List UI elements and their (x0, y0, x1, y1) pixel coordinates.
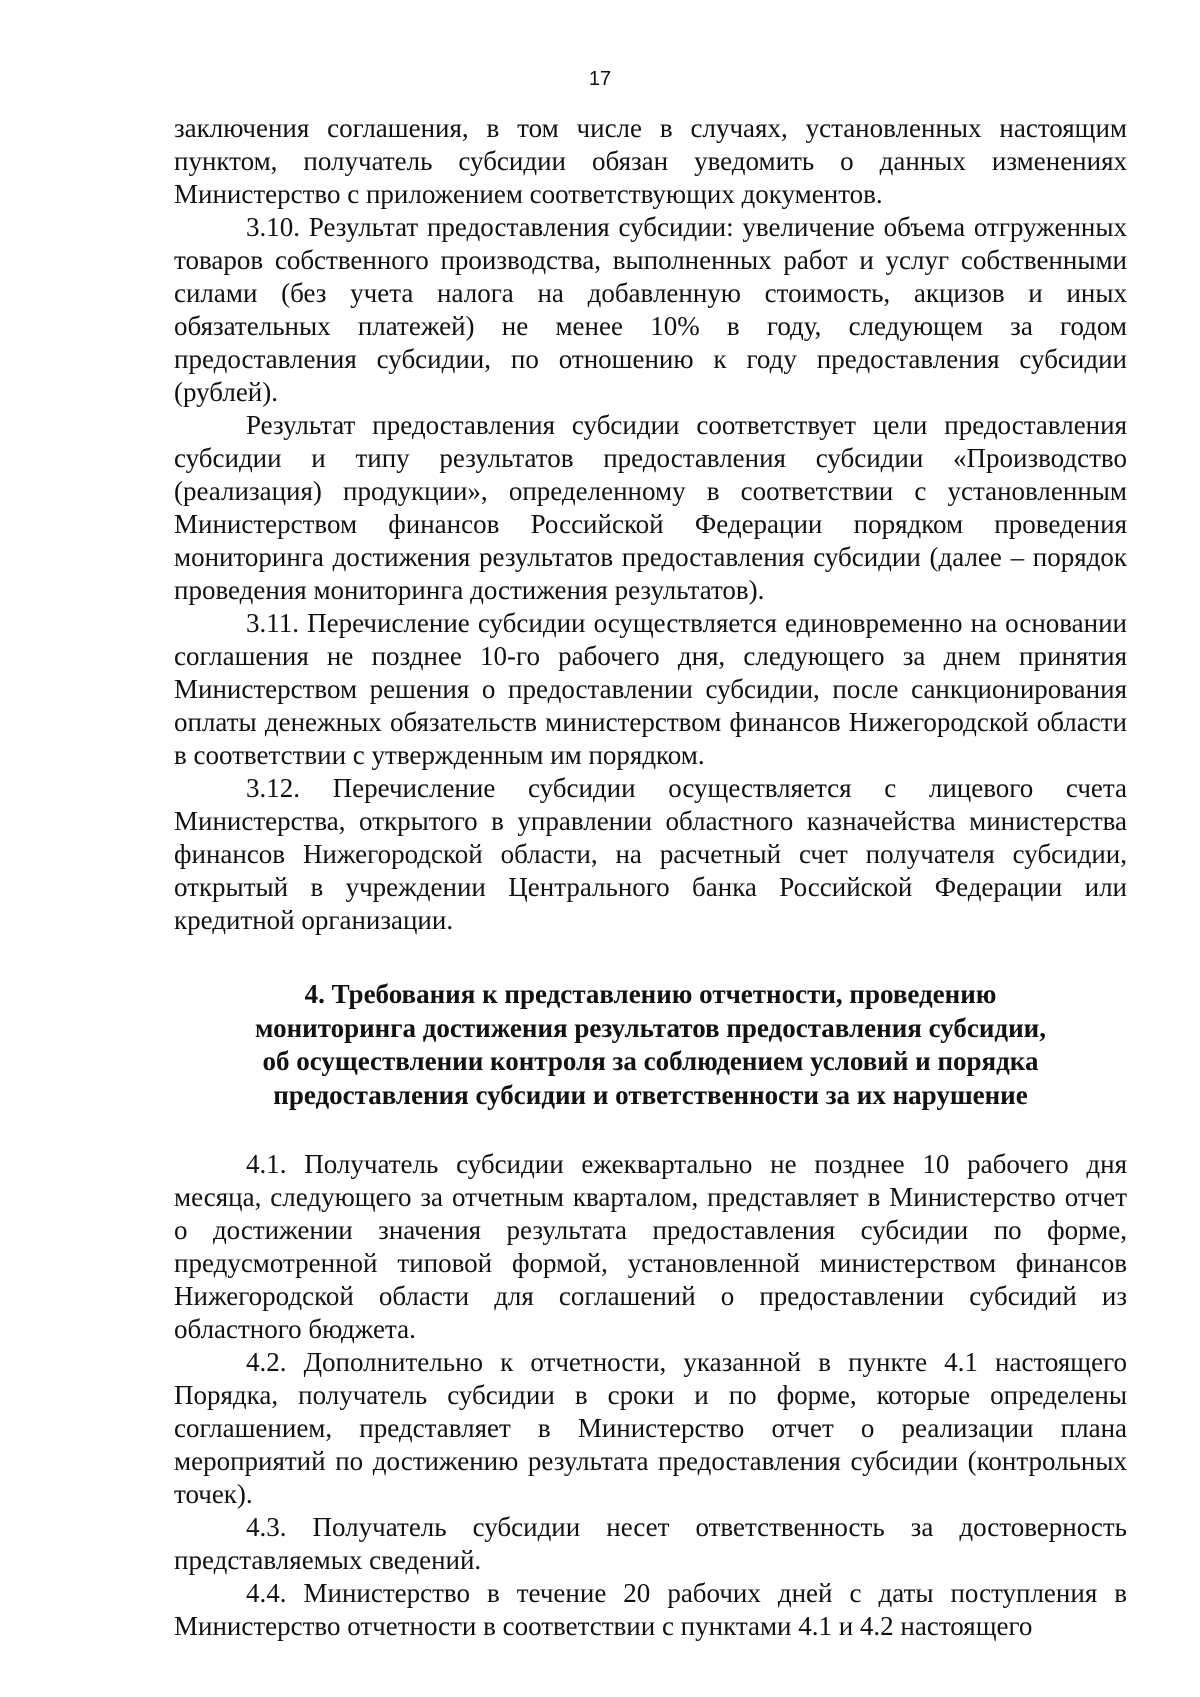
paragraph-3-12: 3.12. Перечисление субсидии осуществляется с лицевого счета Министерства, открытого в управлении областного казначейства министерства финансов Нижегородской области, на расчетный счет получателя субсидии, открытый в учреждении Центрального банка Российской Федерации или кредитной организации. (174, 773, 1127, 935)
paragraph-3-10: 3.10. Результат предоставления субсидии: увеличение объема отгруженных товаров собственного производства, выполненных работ и услуг собственными силами (без учета налога на добавленную стоимость, акцизов и иных обязательных платежей) не менее 10% в году, следующем за годом предоставления субсидии, по отношению к году предоставления субсидии (рублей). (174, 212, 1127, 407)
page-number: 17 (588, 68, 612, 90)
paragraph-4-1: 4.1. Получатель субсидии ежеквартально не позднее 10 рабочего дня месяца, следующего за отчетным кварталом, представляет в Министерство отчет о достижении значения результата предоставления субсидии по форме, предусмотренной типовой формой, установленной министерством финансов Нижегородской области для соглашений о предоставлении субсидий из областного бюджета. (174, 1149, 1127, 1344)
paragraph-3-11: 3.11. Перечисление субсидии осуществляется единовременно на основании соглашения не позднее 10-го рабочего дня, следующего за днем принятия Министерством решения о предоставлении субсидии, после санкционирования оплаты денежных обязательств министерством финансов Нижегородской области в соответствии с утвержденным им порядком. (174, 608, 1127, 770)
paragraph-4-2: 4.2. Дополнительно к отчетности, указанной в пункте 4.1 настоящего Порядка, получатель субсидии в сроки и по форме, которые определены соглашением, представляет в Министерство отчет о реализации плана мероприятий по достижению результата предоставления субсидии (контрольных точек). (174, 1347, 1127, 1509)
section-heading-line: предоставления субсидии и ответственности за их нарушение (273, 1079, 1028, 1110)
paragraph-continuation: заключения соглашения, в том числе в случаях, установленных настоящим пунктом, получатель субсидии обязан уведомить о данных изменениях Министерство с приложением соответствующих документов. (174, 113, 1127, 209)
paragraph-result-correspondence: Результат предоставления субсидии соответствует цели предоставления субсидии и типу результатов предоставления субсидии «Производство (реализация) продукции», определенному в соответствии с установленным Министерством финансов Российской Федерации порядком проведения мониторинга достижения результатов предоставления субсидии (далее – порядок проведения мониторинга достижения результатов). (174, 410, 1127, 605)
section-heading-line: 4. Требования к представлению отчетности, проведению (304, 979, 997, 1009)
section-4-heading (174, 978, 1127, 1112)
section-heading-line: мониторинга достижения результатов предоставления субсидии, (255, 1012, 1046, 1043)
section-heading-line: об осуществлении контроля за соблюдением условий и порядка (262, 1046, 1039, 1076)
document-body (174, 112, 1127, 1643)
paragraph-4-3: 4.3. Получатель субсидии несет ответственность за достоверность представляемых сведений. (174, 1512, 1127, 1575)
paragraph-4-4: 4.4. Министерство в течение 20 рабочих дней с даты поступления в Министерство отчетности в соответствии с пунктами 4.1 и 4.2 настоящего (174, 1578, 1127, 1641)
